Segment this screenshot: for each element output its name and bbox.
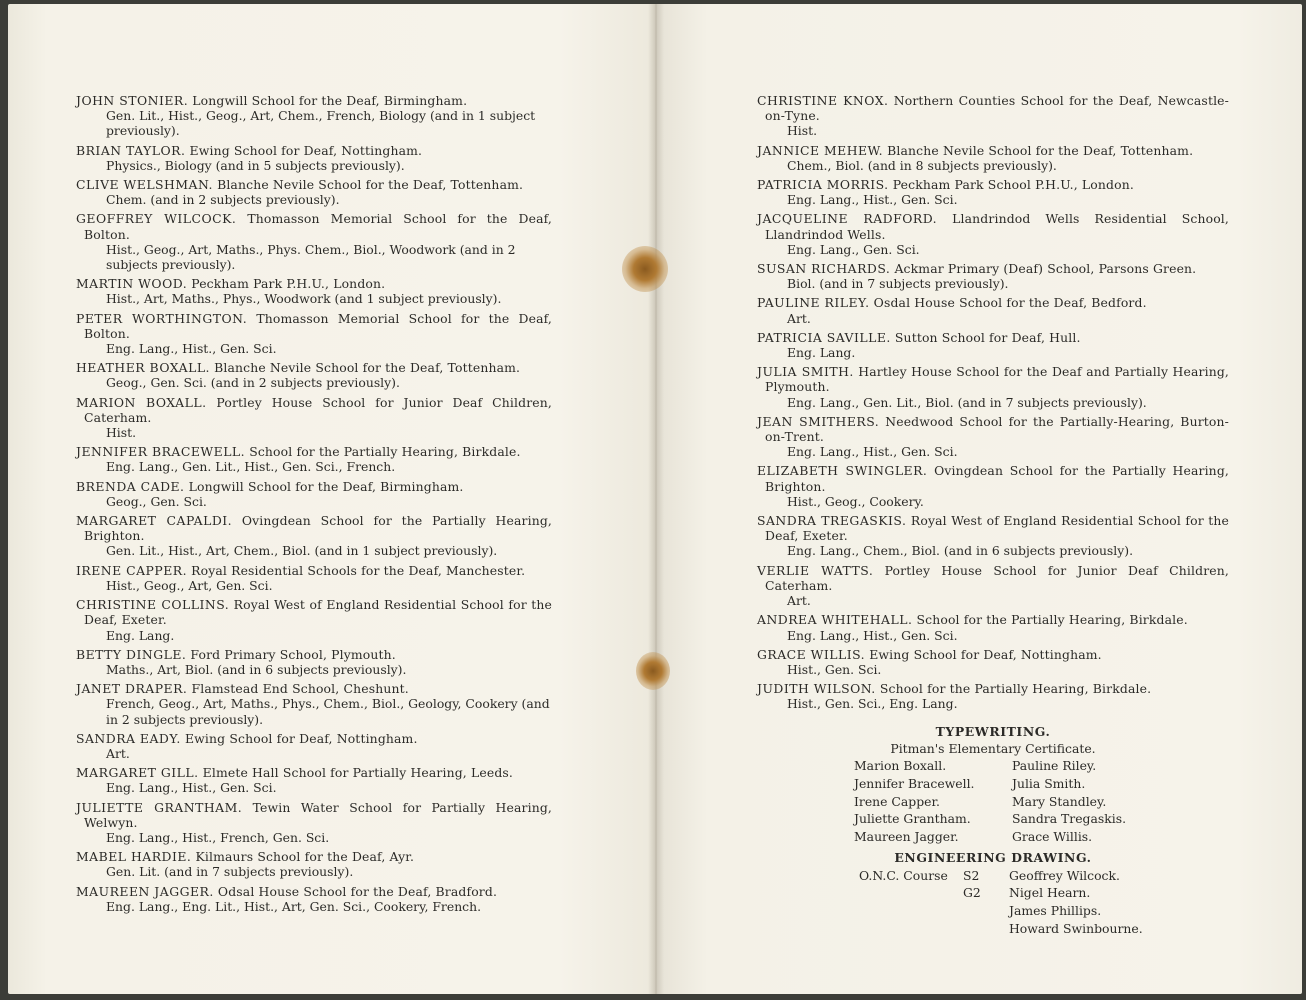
candidate-heading [76, 849, 552, 864]
right-entry-list [757, 93, 1229, 712]
candidate-subjects: Eng. Lang., Hist., French, Gen. Sci. [106, 829, 330, 845]
candidate-school: Blanche Nevile School for the Deaf, Tottenham. [887, 142, 1194, 158]
candidate-entry [76, 211, 552, 272]
booklet-gutter [648, 4, 664, 994]
candidate-entry [76, 395, 552, 441]
candidate-heading [757, 563, 1229, 593]
candidate-heading [757, 364, 1229, 394]
candidate-name: HEATHER BOXALL. [76, 360, 211, 376]
typewriting-name: Juliette Grantham. [854, 811, 971, 827]
candidate-entry [757, 211, 1229, 257]
candidate-heading [76, 765, 552, 780]
candidate-heading [76, 143, 552, 158]
candidate-school: School for the Partially Hearing, Birkdale. [879, 681, 1152, 697]
candidate-subjects: Hist., Geog., Cookery. [787, 493, 924, 509]
candidate-school: Royal West of England Residential School for the Deaf, Exeter. [84, 597, 552, 628]
candidate-subjects: French, Geog., Art, Maths., Phys., Chem., Biol., Geology, Cookery (and in 2 subjects previously). [106, 696, 550, 727]
candidate-entry [757, 681, 1229, 711]
candidate-name: SANDRA EADY. [76, 730, 181, 746]
candidate-subjects: Hist., Gen. Sci. [787, 661, 882, 677]
candidate-school: Osdal House School for the Deaf, Bedford. [873, 295, 1147, 311]
typewriting-name: Julia Smith. [1012, 775, 1086, 791]
candidate-subjects: Physics., Biology (and in 5 subjects previously). [106, 157, 405, 173]
candidate-subjects: Eng. Lang. [787, 345, 856, 361]
candidate-subjects: Eng. Lang., Chem., Biol. (and in 6 subjects previously). [787, 543, 1134, 559]
candidate-name: JULIA SMITH. [757, 364, 854, 380]
candidate-name: JOHN STONIER. [76, 93, 189, 108]
candidate-name: IRENE CAPPER. [76, 562, 188, 578]
candidate-heading [76, 681, 552, 696]
candidate-name: JULIETTE GRANTHAM. [76, 799, 243, 815]
candidate-name: MARION BOXALL. [76, 394, 207, 410]
candidate-subjects: Eng. Lang., Hist., Gen. Sci. [787, 192, 958, 208]
candidate-name: PATRICIA SAVILLE. [757, 329, 891, 345]
candidate-entry [757, 612, 1229, 642]
candidate-subjects: Hist., Art, Maths., Phys., Woodwork (and 1 subject previously). [106, 291, 502, 307]
candidate-name: CLIVE WELSHMAN. [76, 177, 213, 193]
candidate-school: Thomasson Memorial School for the Deaf, Bolton. [84, 310, 552, 341]
candidate-heading [757, 261, 1229, 276]
candidate-name: GRACE WILLIS. [757, 646, 866, 662]
candidate-school: Portley House School for Junior Deaf Children, Caterham. [84, 394, 552, 425]
typewriting-name: Grace Willis. [1012, 829, 1093, 845]
candidate-school: Northern Counties School for the Deaf, Newcastle-on-Tyne. [765, 93, 1230, 124]
candidate-name: PAULINE RILEY. [757, 295, 870, 311]
candidate-school: Kilmaurs School for the Deaf, Ayr. [195, 849, 415, 865]
candidate-school: Odsal House School for the Deaf, Bradford. [217, 883, 498, 899]
candidate-heading [757, 93, 1229, 123]
typewriting-name: Irene Capper. [854, 793, 940, 809]
candidate-heading [76, 647, 552, 662]
candidate-entry [757, 177, 1229, 207]
candidate-school: Blanche Nevile School for the Deaf, Tottenham. [217, 177, 524, 193]
typewriting-list [854, 758, 1229, 844]
candidate-subjects: Art. [787, 593, 811, 609]
candidate-entry [757, 261, 1229, 291]
candidate-school: Portley House School for Junior Deaf Children, Caterham. [765, 562, 1229, 593]
candidate-subjects: Gen. Lit., Hist., Geog., Art, Chem., French, Biology (and in 1 subject previously). [106, 108, 536, 139]
candidate-name: MARTIN WOOD. [76, 276, 188, 292]
candidate-entry [76, 360, 552, 390]
candidate-heading [757, 463, 1229, 493]
candidate-entry [757, 513, 1229, 559]
candidate-heading [76, 276, 552, 291]
candidate-entry [76, 444, 552, 474]
candidate-school: Needwood School for the Partially-Hearing, Burton-on-Trent. [765, 413, 1229, 445]
candidate-heading [76, 360, 552, 375]
candidate-entry [757, 563, 1229, 609]
candidate-school: Tewin Water School for Partially Hearing, Welwyn. [84, 799, 552, 830]
candidate-school: Blanche Nevile School for the Deaf, Tottenham. [214, 360, 521, 376]
typewriting-title: TYPEWRITING. [935, 723, 1051, 739]
candidate-school: Thomasson Memorial School for the Deaf, Bolton. [84, 211, 552, 242]
engineering-drawing-list [859, 868, 1229, 937]
engineering-drawing-grade: S2 [963, 867, 980, 883]
candidate-subjects: Eng. Lang., Hist., Gen. Sci. [787, 444, 958, 460]
candidate-heading [76, 93, 552, 108]
candidate-subjects: Geog., Gen. Sci. [106, 493, 207, 509]
candidate-school: Elmete Hall School for Partially Hearing, Leeds. [202, 765, 514, 781]
candidate-school: Hartley House School for the Deaf and Partially Hearing, Plymouth. [765, 364, 1230, 395]
candidate-name: BRIAN TAYLOR. [76, 142, 186, 158]
candidate-heading [757, 330, 1229, 345]
candidate-name: PETER WORTHINGTON. [76, 310, 248, 326]
candidate-school: School for the Partially Hearing, Birkdale. [916, 612, 1188, 628]
candidate-heading [757, 211, 1229, 241]
typewriting-name: Sandra Tregaskis. [1012, 811, 1127, 827]
candidate-entry [757, 364, 1229, 410]
engineering-drawing-name: Geoffrey Wilcock. [1009, 867, 1120, 883]
candidate-name: JANET DRAPER. [76, 681, 188, 697]
candidate-school: Ewing School for Deaf, Nottingham. [189, 142, 423, 158]
candidate-name: BETTY DINGLE. [76, 646, 187, 662]
candidate-entry [76, 681, 552, 727]
candidate-name: ANDREA WHITEHALL. [757, 612, 913, 628]
engineering-drawing-name: James Phillips. [1009, 903, 1102, 919]
candidate-subjects: Chem. (and in 2 subjects previously). [106, 192, 340, 208]
candidate-heading [76, 800, 552, 830]
engineering-drawing-course [859, 921, 963, 936]
candidate-heading [76, 884, 552, 899]
candidate-subjects: Eng. Lang. [106, 627, 175, 643]
engineering-drawing-title: ENGINEERING DRAWING. [894, 850, 1092, 866]
candidate-entry [76, 765, 552, 795]
candidate-entry [757, 93, 1229, 139]
left-column [76, 93, 552, 918]
candidate-subjects: Hist. [106, 425, 137, 441]
candidate-subjects: Hist., Gen. Sci., Eng. Lang. [787, 696, 958, 712]
rust-stain-top [622, 246, 668, 292]
candidate-subjects: Hist., Geog., Art, Gen. Sci. [106, 577, 273, 593]
candidate-subjects: Geog., Gen. Sci. (and in 2 subjects previously). [106, 375, 400, 391]
candidate-school: Llandrindod Wells Residential School, Llandrindod Wells. [765, 211, 1230, 242]
candidate-school: Longwill School for the Deaf, Birmingham. [192, 93, 468, 108]
candidate-name: JEAN SMITHERS. [757, 413, 880, 429]
candidate-school: Ford Primary School, Plymouth. [190, 646, 396, 662]
candidate-school: Royal West of England Residential School for the Deaf, Exeter. [765, 513, 1230, 544]
candidate-school: Royal Residential Schools for the Deaf, Manchester. [191, 562, 526, 578]
candidate-heading [76, 211, 552, 241]
candidate-heading [76, 444, 552, 459]
candidate-entry [76, 143, 552, 173]
candidate-subjects: Eng. Lang., Gen. Lit., Hist., Gen. Sci., French. [106, 459, 396, 475]
candidate-subjects: Gen. Lit. (and in 7 subjects previously). [106, 864, 354, 880]
candidate-school: Ewing School for Deaf, Nottingham. [869, 646, 1102, 662]
candidate-school: Ackmar Primary (Deaf) School, Parsons Green. [894, 261, 1197, 277]
candidate-heading [757, 612, 1229, 627]
candidate-entry [757, 330, 1229, 360]
candidate-school: Peckham Park School P.H.U., London. [892, 177, 1134, 193]
candidate-name: CHRISTINE COLLINS. [76, 597, 230, 613]
candidate-name: BRENDA CADE. [76, 478, 185, 494]
typewriting-name: Marion Boxall. [854, 757, 947, 773]
engineering-drawing-course [859, 903, 963, 918]
candidate-school: Longwill School for the Deaf, Birmingham. [188, 478, 464, 494]
candidate-heading [757, 143, 1229, 158]
engineering-drawing-grade [963, 921, 1009, 936]
candidate-entry [76, 311, 552, 357]
candidate-name: JACQUELINE RADFORD. [757, 211, 938, 227]
candidate-subjects: Art. [106, 745, 130, 761]
candidate-school: Peckham Park P.H.U., London. [191, 276, 386, 292]
candidate-subjects: Biol. (and in 7 subjects previously). [787, 276, 1009, 292]
right-column [757, 93, 1229, 936]
engineering-drawing-course [859, 885, 963, 900]
candidate-heading [76, 597, 552, 627]
candidate-heading [757, 177, 1229, 192]
candidate-name: MAUREEN JAGGER. [76, 883, 214, 899]
candidate-subjects: Eng. Lang., Gen. Lit., Biol. (and in 7 subjects previously). [787, 394, 1147, 410]
candidate-subjects: Maths., Art, Biol. (and in 6 subjects previously). [106, 661, 407, 677]
candidate-name: VERLIE WATTS. [757, 562, 874, 578]
candidate-subjects: Eng. Lang., Eng. Lit., Hist., Art, Gen. Sci., Cookery, French. [106, 898, 482, 914]
candidate-name: PATRICIA MORRIS. [757, 177, 889, 193]
candidate-subjects: Chem., Biol. (and in 8 subjects previously). [787, 157, 1057, 173]
candidate-entry [757, 463, 1229, 509]
candidate-subjects: Hist., Geog., Art, Maths., Phys. Chem., Biol., Woodwork (and in 2 subjects previously). [106, 241, 516, 273]
candidate-heading [757, 681, 1229, 696]
candidate-heading [76, 311, 552, 341]
candidate-name: SUSAN RICHARDS. [757, 261, 891, 277]
typewriting-name: Maureen Jagger. [854, 829, 959, 845]
candidate-subjects: Eng. Lang., Hist., Gen. Sci. [106, 341, 277, 357]
candidate-entry [76, 800, 552, 846]
candidate-entry [76, 647, 552, 677]
candidate-entry [76, 731, 552, 761]
engineering-drawing-name: Nigel Hearn. [1009, 885, 1091, 901]
candidate-name: MARGARET GILL. [76, 765, 199, 781]
candidate-subjects: Eng. Lang., Hist., Gen. Sci. [106, 780, 277, 796]
candidate-entry [757, 295, 1229, 325]
candidate-name: MARGARET CAPALDI. [76, 513, 233, 529]
candidate-school: Flamstead End School, Cheshunt. [191, 681, 409, 697]
candidate-subjects: Art. [787, 310, 811, 326]
candidate-entry [757, 143, 1229, 173]
typewriting-name: Pauline Riley. [1012, 757, 1097, 773]
candidate-subjects: Gen. Lit., Hist., Art, Chem., Biol. (and in 1 subject previously). [106, 543, 498, 559]
candidate-entry [757, 647, 1229, 677]
candidate-heading [76, 563, 552, 578]
candidate-heading [757, 647, 1229, 662]
candidate-school: Ovingdean School for the Partially Hearing, Brighton. [765, 463, 1229, 494]
candidate-subjects: Eng. Lang., Gen. Sci. [787, 241, 920, 257]
candidate-heading [76, 395, 552, 425]
candidate-name: JANNICE MEHEW. [757, 142, 884, 158]
candidate-entry [76, 513, 552, 559]
typewriting-name: Jennifer Bracewell. [854, 775, 975, 791]
engineering-drawing-grade [963, 903, 1009, 918]
candidate-school: Sutton School for Deaf, Hull. [894, 329, 1081, 345]
engineering-drawing-course: O.N.C. Course [859, 867, 948, 883]
candidate-entry [76, 597, 552, 643]
candidate-heading [76, 177, 552, 192]
candidate-entry [76, 884, 552, 914]
candidate-name: GEOFFREY WILCOCK. [76, 211, 237, 227]
candidate-heading [76, 513, 552, 543]
typewriting-name: Mary Standley. [1012, 793, 1107, 809]
engineering-drawing-grade: G2 [963, 885, 981, 901]
candidate-entry [76, 563, 552, 593]
candidate-heading [76, 731, 552, 746]
candidate-name: MABEL HARDIE. [76, 849, 192, 865]
candidate-entry [76, 849, 552, 879]
candidate-heading [757, 295, 1229, 310]
candidate-name: ELIZABETH SWINGLER. [757, 463, 928, 479]
candidate-heading [76, 479, 552, 494]
candidate-subjects: Hist. [787, 123, 818, 139]
candidate-entry [76, 276, 552, 306]
candidate-school: Ewing School for Deaf, Nottingham. [184, 730, 418, 746]
candidate-name: CHRISTINE KNOX. [757, 93, 889, 108]
engineering-drawing-name: Howard Swinbourne. [1009, 920, 1143, 936]
candidate-heading [757, 513, 1229, 543]
candidate-entry [76, 177, 552, 207]
candidate-name: SANDRA TREGASKIS. [757, 513, 907, 529]
typewriting-subtitle: Pitman's Elementary Certificate. [890, 740, 1096, 756]
candidate-name: JENNIFER BRACEWELL. [76, 444, 246, 460]
candidate-name: JUDITH WILSON. [757, 681, 876, 697]
rust-stain-bottom [636, 652, 670, 690]
candidate-entry [76, 479, 552, 509]
candidate-entry [757, 414, 1229, 460]
candidate-heading [757, 414, 1229, 444]
candidate-subjects: Eng. Lang., Hist., Gen. Sci. [787, 627, 958, 643]
candidate-entry [76, 93, 552, 139]
candidate-school: School for the Partially Hearing, Birkdale. [249, 444, 521, 460]
candidate-school: Ovingdean School for the Partially Hearing, Brighton. [84, 513, 553, 544]
